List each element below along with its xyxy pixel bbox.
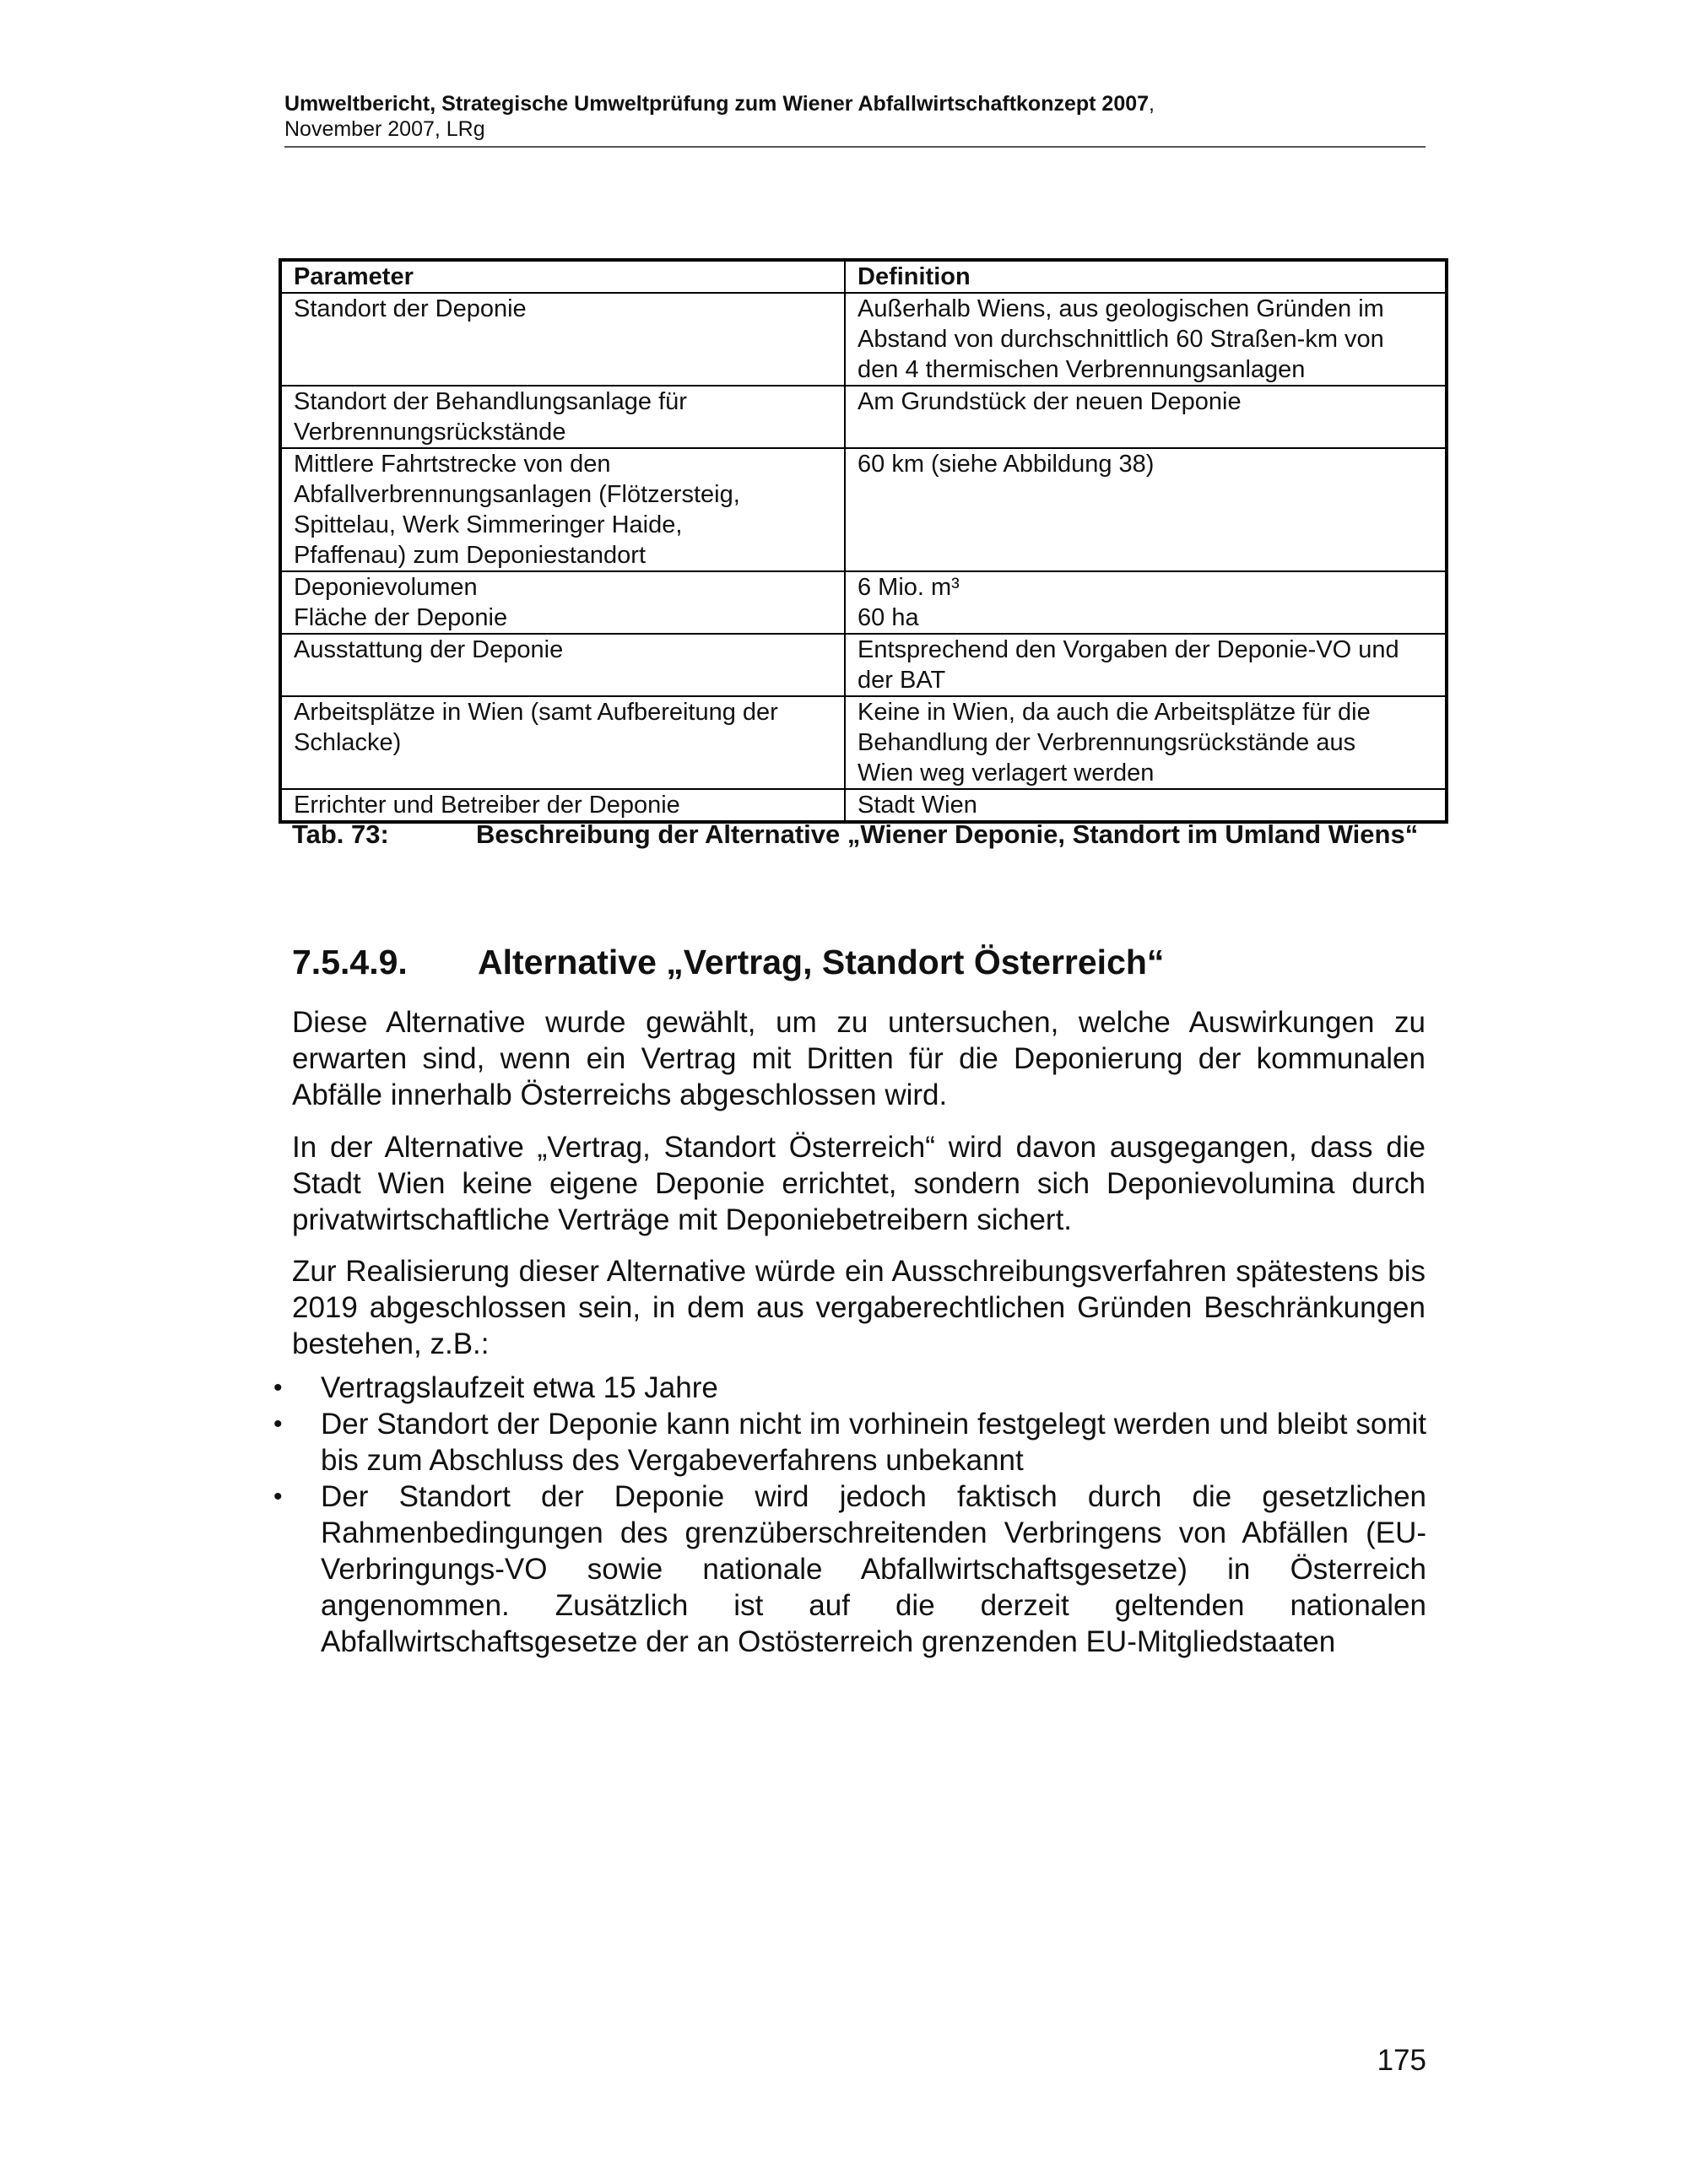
column-header-definition: Definition (845, 260, 1447, 293)
bullet-icon: • (273, 1374, 283, 1402)
paragraph-1: Diese Alternative wurde gewählt, um zu untersuchen, welche Auswirkungen zu erwarten sind, wenn ein Vertrag mit Dritten für die Deponierung der kommunalen Abfälle innerhalb Österreichs abgeschlossen wird. (292, 1006, 1426, 1111)
section-number: 7.5.4.9. (292, 943, 408, 981)
table-row (280, 696, 1447, 789)
table-row (280, 386, 1447, 448)
table-caption (292, 819, 1440, 851)
cell-text: 60 km (siehe Abbildung 38) (858, 451, 1155, 478)
cell-text: Abstand von durchschnittlich 60 Straßen-km von (858, 326, 1384, 353)
parameter-cell (280, 696, 845, 789)
cell-text: Außerhalb Wiens, aus geologischen Gründen im (858, 295, 1384, 322)
header-title: Umweltbericht, Strategische Umweltprüfung zum Wiener Abfallwirtschaftkonzept 2007 (284, 92, 1150, 116)
caption-label: Tab. 73: (292, 819, 389, 849)
cell-text: der BAT (858, 667, 946, 694)
table-row (280, 789, 1447, 822)
paragraph-2: In der Alternative „Vertrag, Standort Österreich“ wird davon ausgegangen, dass die Stadt Wien keine eigene Deponie errichtet, sondern sich Deponievolumina durch privatwirtschaftliche Verträge mit Deponiebetreibern sichert. (292, 1131, 1426, 1236)
definition-cell (845, 571, 1447, 634)
section-title: Alternative „Vertrag, Standort Österreich“ (478, 943, 1165, 981)
definition-cell (845, 789, 1447, 822)
parameter-cell (280, 789, 845, 822)
cell-text: Abfallverbrennungsanlagen (Flötzersteig, (294, 481, 740, 508)
header-title-line (284, 91, 1426, 116)
list-item-text: Der Standort der Deponie kann nicht im vorhinein festgelegt werden und bleibt somit bis zum Abschluss des Vergabeverfahrens unbekannt (321, 1408, 1426, 1477)
parameter-cell (280, 571, 845, 634)
cell-text: Keine in Wien, da auch die Arbeitsplätze für die (858, 699, 1371, 726)
cell-text: Errichter und Betreiber der Deponie (294, 792, 680, 819)
parameter-cell (280, 386, 845, 448)
definition-cell (845, 634, 1447, 696)
parameter-cell (280, 293, 845, 386)
cell-text: Verbrennungsrückstände (294, 419, 566, 446)
bullet-icon: • (273, 1483, 283, 1511)
list-item-text: Vertragslaufzeit etwa 15 Jahre (321, 1371, 718, 1404)
cell-text: Standort der Behandlungsanlage für (294, 388, 687, 415)
cell-text: 60 ha (858, 604, 919, 631)
list-item (268, 1370, 1426, 1406)
cell-text: Wien weg verlagert werden (858, 760, 1155, 787)
header-title-suffix: , (1149, 92, 1155, 116)
cell-text: Schlacke) (294, 729, 402, 756)
cell-text: Standort der Deponie (294, 295, 527, 322)
header-divider (284, 146, 1426, 148)
caption-text: Beschreibung der Alternative „Wiener Deponie, Standort im Umland Wiens“ (476, 819, 1419, 849)
page-number: 175 (1377, 2044, 1426, 2077)
list-item (268, 1479, 1426, 1660)
table-row (280, 448, 1447, 571)
definition-cell (845, 386, 1447, 448)
list-item-text: Der Standort der Deponie wird jedoch faktisch durch die gesetzlichen Rahmenbedingungen des grenzüberschreitenden Verbringens von Abfällen (EU-Verbringungs-VO sowie nationale Abfallwirtschaftsgesetze) in Österreich angenommen. Zusätzlich ist auf die derzeit geltenden nationalen Abfallwirtschaftsgesetze der an Ostösterreich grenzenden EU-Mitgliedstaaten (321, 1480, 1426, 1658)
table-row (280, 571, 1447, 634)
column-header-parameter: Parameter (280, 260, 845, 293)
cell-text: Behandlung der Verbrennungsrückstände aus (858, 729, 1356, 756)
paragraph-3: Zur Realisierung dieser Alternative würde ein Ausschreibungsverfahren spätestens bis 2019 abgeschlossen sein, in dem aus vergaberechtlichen Gründen Beschränkungen bestehen, z.B.: (292, 1255, 1426, 1360)
parameter-table (279, 258, 1448, 824)
section-heading (292, 941, 1164, 983)
table-row (280, 634, 1447, 696)
header-subtitle: November 2007, LRg (284, 117, 485, 141)
definition-cell (845, 696, 1447, 789)
table-header-row (280, 260, 1447, 293)
definition-cell (845, 293, 1447, 386)
cell-text: Spittelau, Werk Simmeringer Haide, (294, 511, 683, 538)
cell-text: Mittlere Fahrtstrecke von den (294, 451, 611, 478)
cell-text: Stadt Wien (858, 792, 977, 819)
parameter-cell (280, 448, 845, 571)
parameter-cell (280, 634, 845, 696)
page-header (284, 91, 1426, 142)
bullet-list (268, 1370, 1426, 1660)
cell-text: Fläche der Deponie (294, 604, 508, 631)
cell-text: Am Grundstück der neuen Deponie (858, 388, 1242, 415)
cell-text: Pfaffenau) zum Deponiestandort (294, 542, 647, 569)
cell-text: Entsprechend den Vorgaben der Deponie-VO und (858, 636, 1399, 663)
cell-text: Arbeitsplätze in Wien (samt Aufbereitung der (294, 699, 778, 726)
bullet-icon: • (273, 1410, 283, 1438)
list-item (268, 1406, 1426, 1479)
cell-text: Ausstattung der Deponie (294, 636, 564, 663)
table-row (280, 293, 1447, 386)
cell-text: den 4 thermischen Verbrennungsanlagen (858, 356, 1306, 383)
cell-text: Deponievolumen (294, 574, 478, 601)
cell-text: 6 Mio. m³ (858, 574, 960, 601)
definition-cell (845, 448, 1447, 571)
